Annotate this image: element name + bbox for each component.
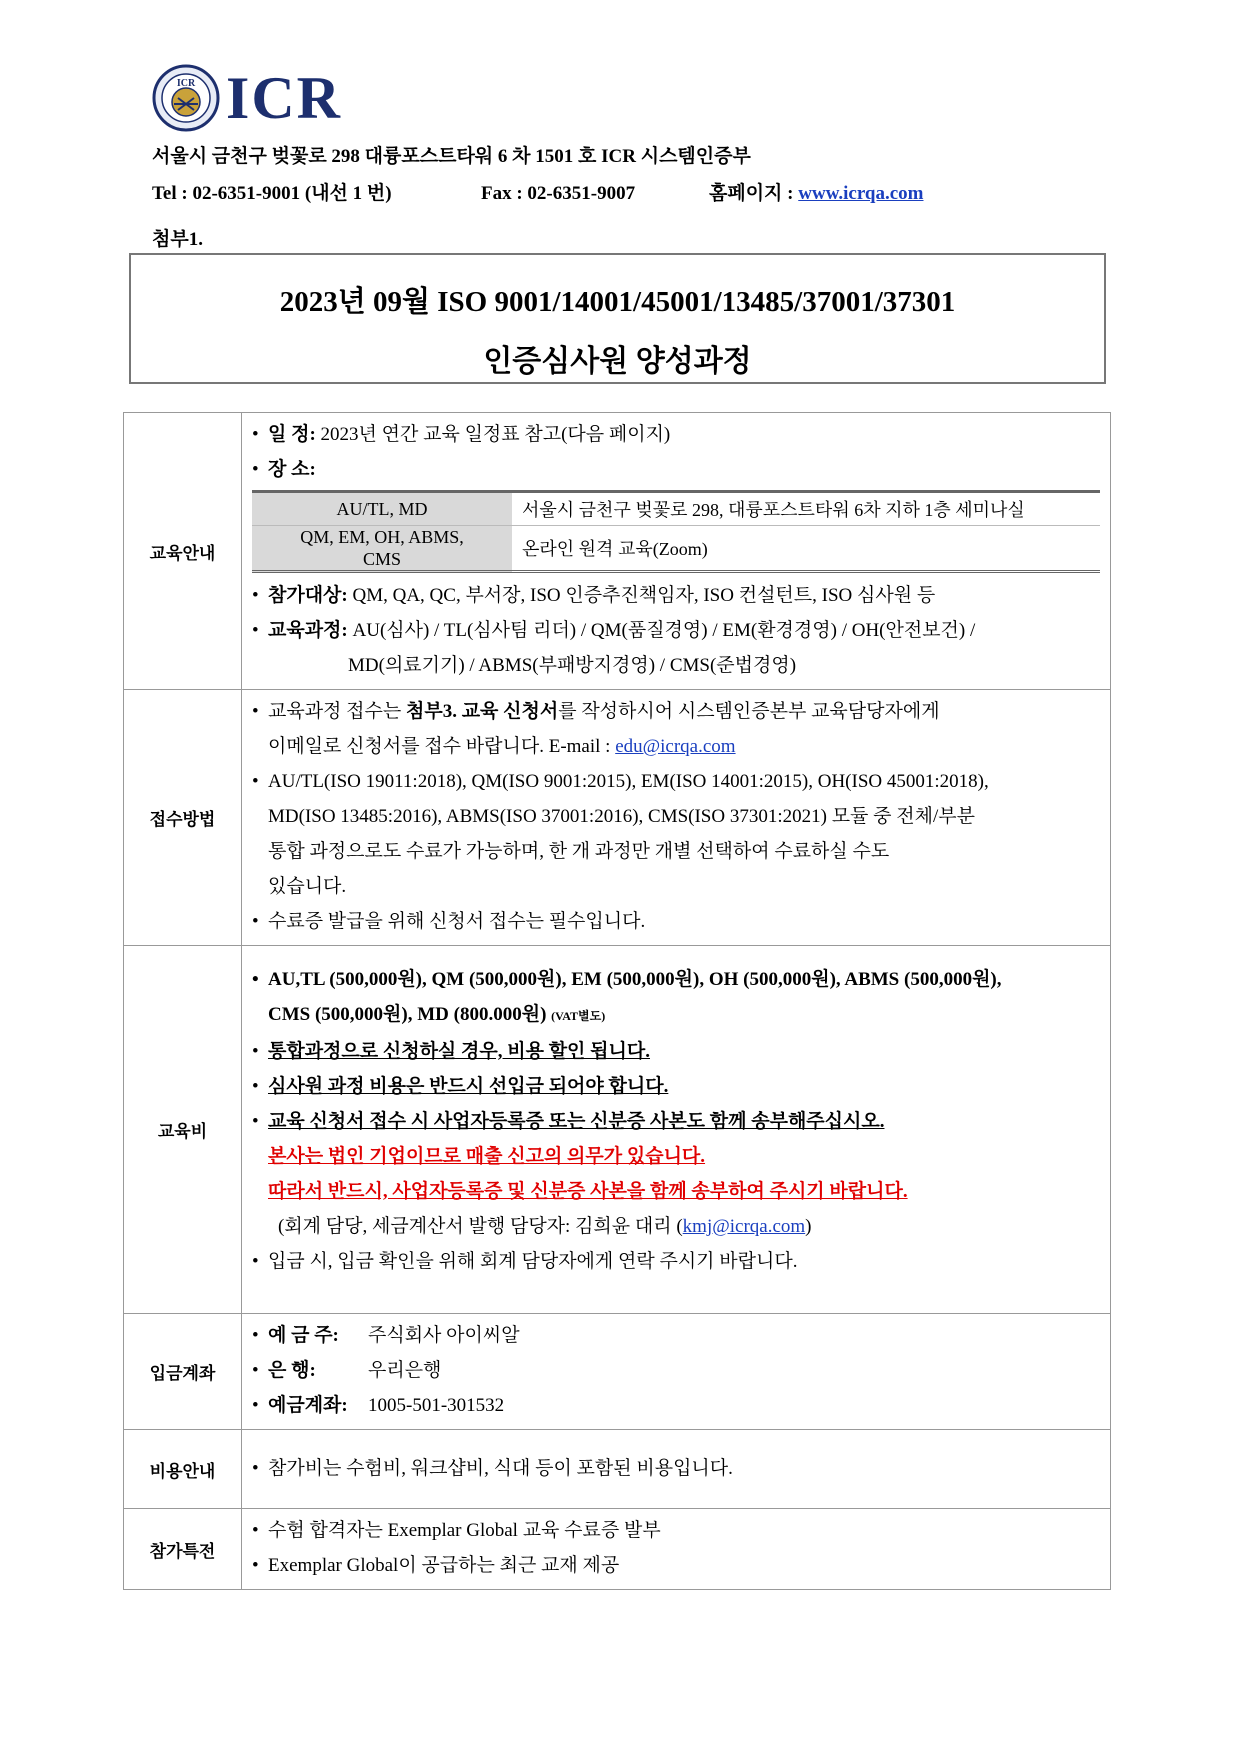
vat-note: (VAT별도)	[551, 1009, 606, 1023]
fee-notice: 통합과정으로 신청하실 경우, 비용 할인 됩니다.	[268, 1041, 650, 1062]
logo-text: ICR	[226, 65, 343, 131]
account-number-key: 예금계좌:	[268, 1395, 348, 1416]
venue-row	[252, 492, 1100, 526]
fee-text: (회계 담당, 세금계산서 발행 담당자: 김희윤 대리 (	[278, 1216, 683, 1237]
company-address: 서울시 금천구 벚꽃로 298 대륭포스트타워 6 차 1501 호 ICR 시스템인증부	[152, 146, 751, 167]
account-number-value: 1005-501-301532	[368, 1395, 505, 1416]
place-key: 장 소:	[268, 459, 316, 480]
fee-red-notice: 따라서 반드시, 사업자등록증 및 신분증 사본을 함께 송부하여 주시기 바랍니다.	[268, 1181, 908, 1202]
row-education-info: 교육안내 • 일 정: 2023년 연간 교육 일정표 참고(다음 페이지) • 장 소: AU/TL, MD 서울시 금천구 벚꽃로 298, 대륭포스트타워 6차 지하 1층 세미나실 QM, EM, OH, ABMS, CMS 온라인 원격 교육(Zoom) • 참가대상: QM, QA, QC, 부서장, ISO 인증추진책임자, ISO 컨설턴트, ISO 심사원 등 • 교육과정: AU(심사) / TL(심사팀 리더) / QM(품질경영) / EM(환경경영) / OH(안전보건) / MD(의료기기) / ABMS(부패방지경영) / CMS(준법경영)	[124, 413, 1111, 690]
fax: Fax : 02-6351-9007	[481, 183, 636, 204]
app-text: 통합 과정으로도 수료가 가능하며, 한 개 과정만 개별 선택하여 수료하실 수도	[268, 841, 890, 862]
course-value: AU(심사) / TL(심사팀 리더) / QM(품질경영) / EM(환경경영) / OH(안전보건) /	[352, 620, 976, 641]
row-label: 교육비	[124, 946, 242, 1314]
company-logo	[152, 64, 342, 132]
schedule-value: 2023년 연간 교육 일정표 참고(다음 페이지)	[320, 424, 671, 445]
fee-notice: 심사원 과정 비용은 반드시 선입금 되어야 합니다.	[268, 1076, 669, 1097]
row-label: 교육안내	[124, 413, 242, 690]
cost-text: 참가비는 수험비, 워크샵비, 식대 등이 포함된 비용입니다.	[268, 1457, 733, 1479]
app-text: 교육과정 접수는	[268, 701, 406, 722]
bank-key: 은 행:	[268, 1360, 316, 1381]
row-benefit: 참가특전 • 수험 합격자는 Exemplar Global 교육 수료증 발부 • Exemplar Global이 공급하는 최근 교재 제공	[124, 1509, 1111, 1590]
contact-line	[152, 178, 924, 205]
row-fee: 교육비 • AU,TL (500,000원), QM (500,000원), EM (500,000원), OH (500,000원), ABMS (500,000원), CMS (500,000원), MD (800.000원) (VAT별도) • 통합과정으로 신청하실 경우, 비용 할인 됩니다. • 심사원 과정 비용은 반드시 선입금 되어야 합니다. • 교육 신청서 접수 시 사업자등록증 또는 신분증 사본도 함께 송부해주십시오. 본사는 법인 기업이므로 매출 신고의 의무가 있습니다. 따라서 반드시, 사업자등록증 및 신분증 사본을 함께 송부하여 주시기 바랍니다. (회계 담당, 세금계산서 발행 담당자: 김희윤 대리 (kmj@icrqa.com) • 입금 시, 입금 확인을 위해 회계 담당자에게 연락 주시기 바랍니다.	[124, 946, 1111, 1314]
fee-text: )	[805, 1216, 812, 1237]
fee-red-notice: 본사는 법인 기업이므로 매출 신고의 의무가 있습니다.	[268, 1146, 706, 1167]
email-link[interactable]: kmj@icrqa.com	[682, 1216, 806, 1237]
seal-text: ICR	[176, 78, 196, 89]
course-key: 교육과정:	[268, 620, 348, 641]
target-key: 참가대상:	[268, 585, 348, 606]
homepage-link[interactable]: www.icrqa.com	[798, 183, 924, 204]
attachment-label: 첨부1.	[152, 229, 203, 250]
fee-text: CMS (500,000원), MD (800.000원)	[268, 1004, 547, 1025]
app-text: 이메일로 신청서를 접수 바랍니다. E-mail :	[268, 736, 616, 757]
row-account: 입금계좌 • 예 금 주: 주식회사 아이씨알 • 은 행: 우리은행 • 예금계좌: 1005-501-301532	[124, 1314, 1111, 1430]
icr-seal-icon	[152, 64, 220, 132]
fee-text: AU,TL (500,000원), QM (500,000원), EM (500,000원), OH (500,000원), ABMS (500,000원),	[268, 969, 1002, 990]
course-value-cont: MD(의료기기) / ABMS(부패방지경영) / CMS(준법경영)	[348, 655, 797, 676]
row-label: 접수방법	[124, 690, 242, 946]
email-link[interactable]: edu@icrqa.com	[615, 736, 736, 757]
fee-text: 입금 시, 입금 확인을 위해 회계 담당자에게 연락 주시기 바랍니다.	[268, 1251, 798, 1272]
row-label: 입금계좌	[124, 1314, 242, 1430]
row-label: 참가특전	[124, 1509, 242, 1590]
homepage-label: 홈페이지 :	[709, 183, 794, 204]
venue-course: QM, EM, OH, ABMS, CMS	[252, 526, 512, 572]
row-label: 비용안내	[124, 1430, 242, 1509]
info-table	[123, 412, 1111, 1590]
title-line1: 2023년 09월 ISO 9001/14001/45001/13485/37001/37301	[279, 286, 956, 318]
venue-table	[252, 490, 1100, 573]
schedule-key: 일 정:	[268, 424, 316, 445]
venue-course: AU/TL, MD	[252, 492, 512, 526]
app-text: 있습니다.	[268, 876, 347, 897]
title-line2: 인증심사원 양성과정	[483, 345, 752, 378]
target-value: QM, QA, QC, 부서장, ISO 인증추진책임자, ISO 컨설턴트, ISO 심사원 등	[352, 585, 936, 606]
venue-place: 서울시 금천구 벚꽃로 298, 대륭포스트타워 6차 지하 1층 세미나실	[512, 492, 1100, 526]
title-box	[129, 253, 1106, 384]
benefit-text: 수험 합격자는 Exemplar Global 교육 수료증 발부	[268, 1520, 661, 1541]
app-text: 수료증 발급을 위해 신청서 접수는 필수입니다.	[268, 911, 646, 932]
benefit-text: Exemplar Global이 공급하는 최근 교재 제공	[268, 1555, 620, 1576]
row-cost: 비용안내 • 참가비는 수험비, 워크샵비, 식대 등이 포함된 비용입니다.	[124, 1430, 1111, 1509]
row-application: 접수방법 • 교육과정 접수는 첨부3. 교육 신청서를 작성하시어 시스템인증본부 교육담당자에게 이메일로 신청서를 접수 바랍니다. E-mail : edu@icrqa.com • AU/TL(ISO 19011:2018), QM(ISO 9001:2015), EM(ISO 14001:2015), OH(ISO 45001:2018), MD(ISO 13485:2016), ABMS(ISO 37001:2016), CMS(ISO 37301:2021) 모듈 중 전체/부분 통합 과정으로도 수료가 가능하며, 한 개 과정만 개별 선택하여 수료하실 수도 있습니다. • 수료증 발급을 위해 신청서 접수는 필수입니다.	[124, 690, 1111, 946]
venue-place: 온라인 원격 교육(Zoom)	[512, 526, 1100, 572]
bank-value: 우리은행	[368, 1360, 442, 1381]
app-text: MD(ISO 13485:2016), ABMS(ISO 37001:2016), CMS(ISO 37301:2021) 모듈 중 전체/부분	[268, 806, 975, 827]
app-attachment-ref: 첨부3. 교육 신청서	[405, 701, 559, 722]
app-text: 를 작성하시어 시스템인증본부 교육담당자에게	[558, 701, 940, 722]
holder-value: 주식회사 아이씨알	[368, 1325, 520, 1346]
venue-row	[252, 526, 1100, 572]
holder-key: 예 금 주:	[268, 1325, 339, 1346]
fee-notice: 교육 신청서 접수 시 사업자등록증 또는 신분증 사본도 함께 송부해주십시오.	[268, 1111, 885, 1132]
app-text: AU/TL(ISO 19011:2018), QM(ISO 9001:2015), EM(ISO 14001:2015), OH(ISO 45001:2018),	[268, 771, 989, 792]
tel: Tel : 02-6351-9001 (내선 1 번)	[152, 183, 392, 204]
